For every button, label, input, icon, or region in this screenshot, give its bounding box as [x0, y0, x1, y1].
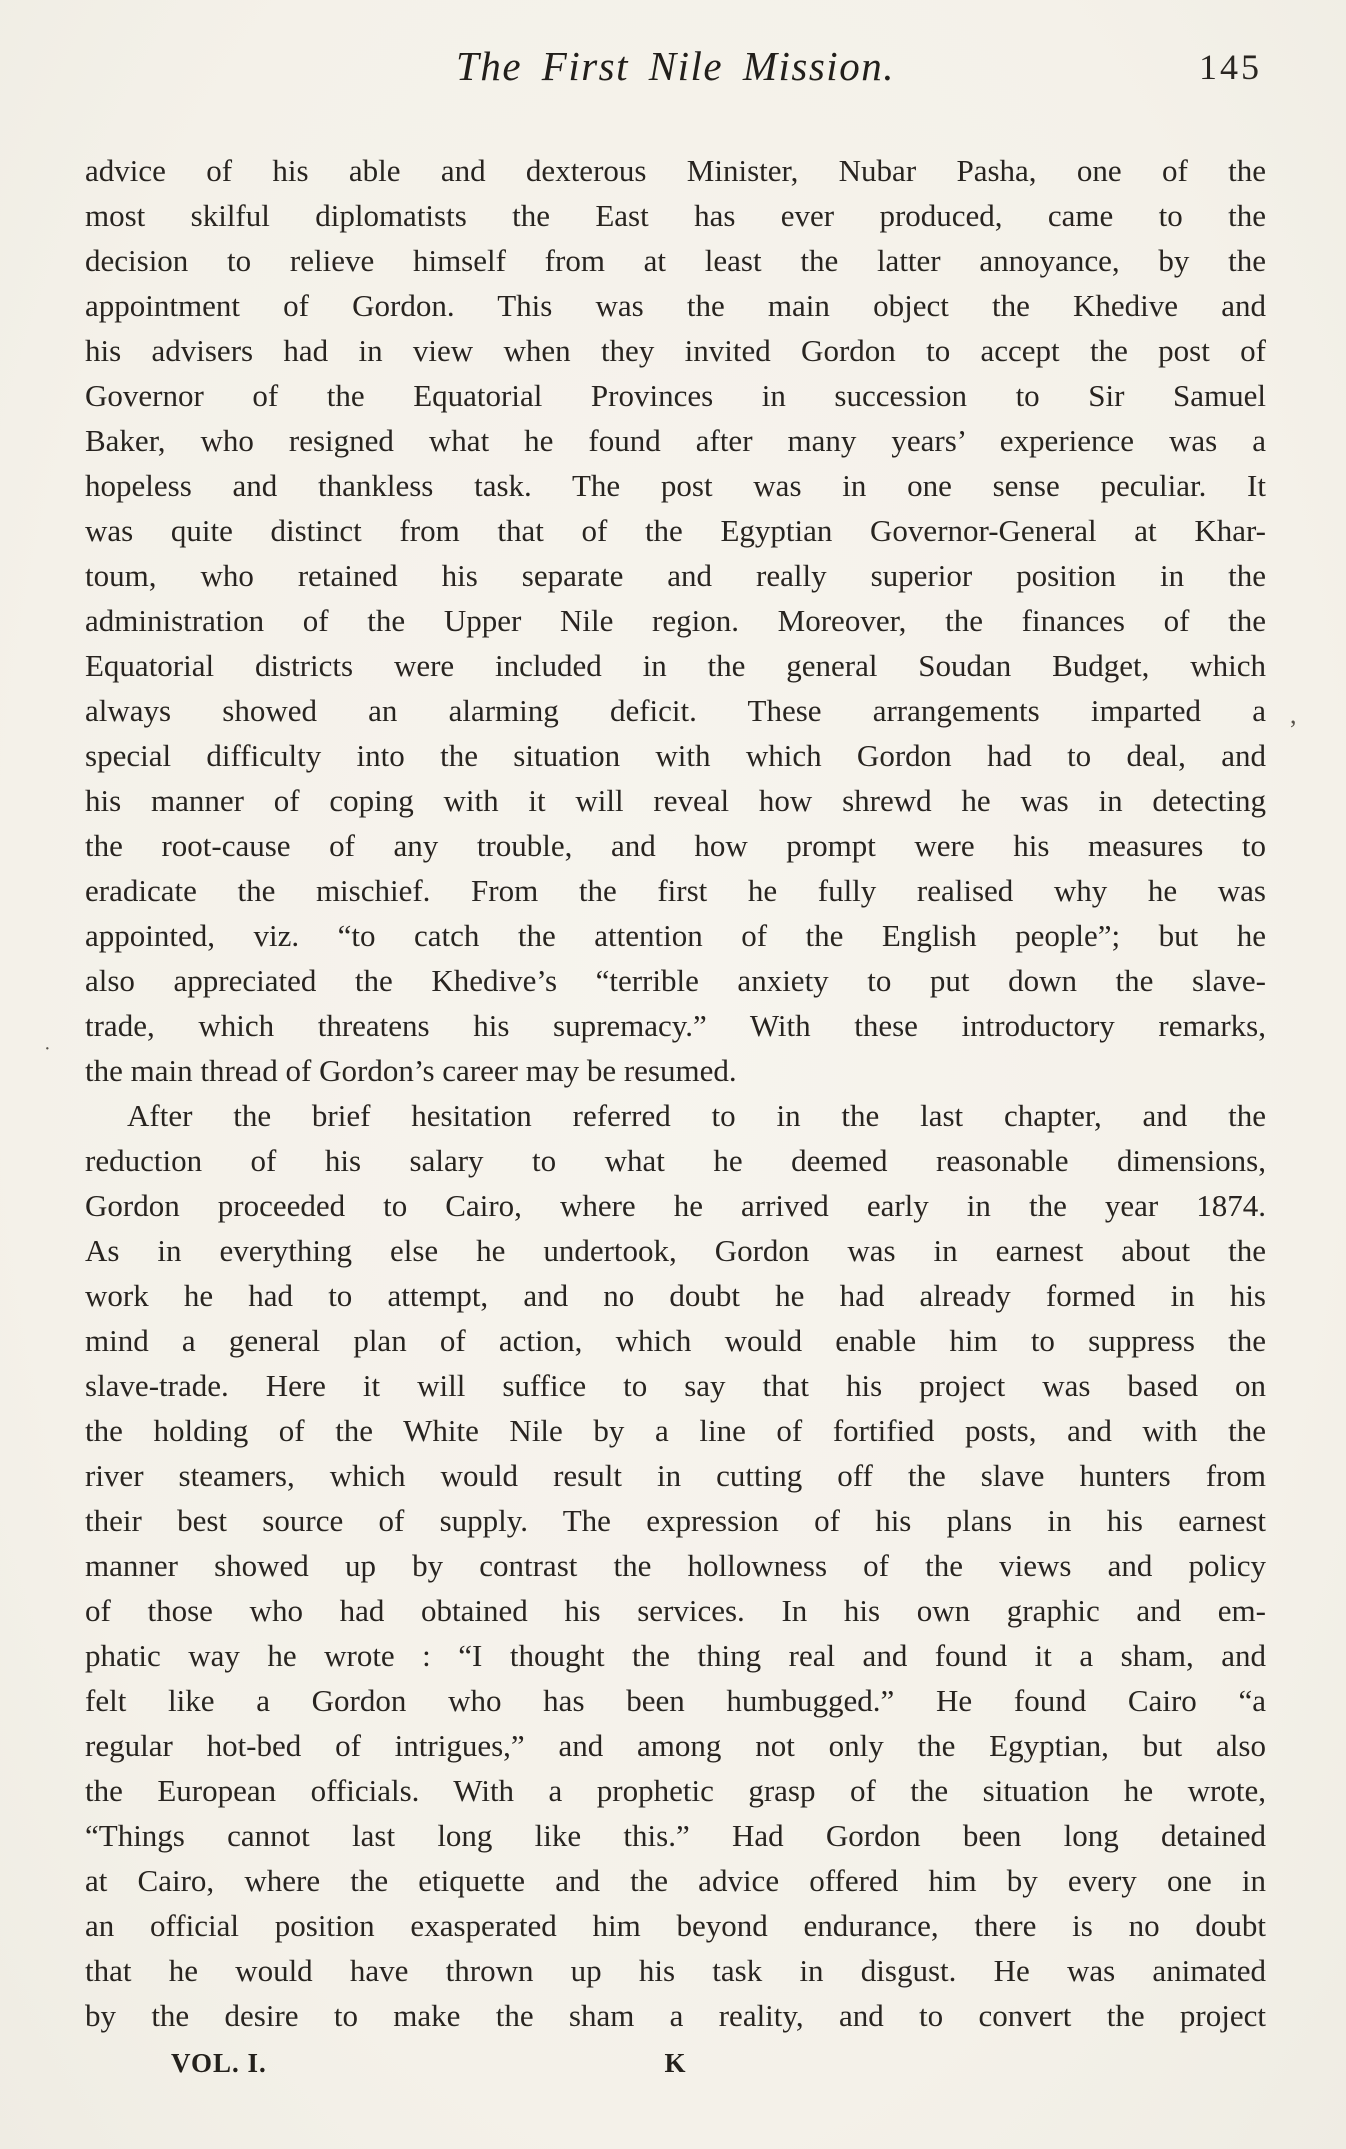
text-line: eradicate the mischief. From the first he fully realised why he was	[85, 873, 1266, 908]
page-number: 145	[1199, 47, 1262, 87]
text-line: that he would have thrown up his task in disgust. He was animated	[85, 1953, 1266, 1988]
signature-mark: K	[664, 2048, 687, 2078]
text-line: mind a general plan of action, which would enable him to suppress the	[85, 1323, 1266, 1358]
text-line: administration of the Upper Nile region. Moreover, the finances of the	[85, 603, 1266, 638]
text-line: also appreciated the Khedive’s “terrible anxiety to put down the slave-	[85, 963, 1266, 998]
text-line: by the desire to make the sham a reality, and to convert the project	[85, 1998, 1266, 2033]
page-header	[85, 42, 1266, 104]
text-line: appointment of Gordon. This was the main object the Khedive and	[85, 288, 1266, 323]
text-line: phatic way he wrote : “I thought the thing real and found it a sham, and	[85, 1638, 1266, 1673]
page-footer	[85, 2048, 1266, 2092]
text-line: was quite distinct from that of the Egyptian Governor-General at Khar-	[85, 513, 1266, 548]
text-line: work he had to attempt, and no doubt he had already formed in his	[85, 1278, 1266, 1313]
text-line: his manner of coping with it will reveal how shrewd he was in detecting	[85, 783, 1266, 818]
text-line: trade, which threatens his supremacy.” With these introductory remarks,	[85, 1008, 1266, 1043]
text-line: most skilful diplomatists the East has ever produced, came to the	[85, 198, 1266, 233]
paragraph	[85, 1093, 1266, 2038]
paragraph	[85, 148, 1266, 1093]
text-line: at Cairo, where the etiquette and the advice offered him by every one in	[85, 1863, 1266, 1898]
text-line: his advisers had in view when they invited Gordon to accept the post of	[85, 333, 1266, 368]
text-line: Governor of the Equatorial Provinces in succession to Sir Samuel	[85, 378, 1266, 413]
text-line: the root-cause of any trouble, and how prompt were his measures to	[85, 828, 1266, 863]
text-line: the European officials. With a prophetic grasp of the situation he wrote,	[85, 1773, 1266, 1808]
text-line: special difficulty into the situation with which Gordon had to deal, and	[85, 738, 1266, 773]
volume-label: VOL. I.	[171, 2048, 267, 2078]
text-line: Equatorial districts were included in the general Soudan Budget, which	[85, 648, 1266, 683]
text-line: regular hot-bed of intrigues,” and among not only the Egyptian, but also	[85, 1728, 1266, 1763]
text-line: the main thread of Gordon’s career may be resumed.	[85, 1053, 737, 1088]
text-line: the holding of the White Nile by a line of fortified posts, and with the	[85, 1413, 1266, 1448]
text-line: “Things cannot last long like this.” Had Gordon been long detained	[85, 1818, 1266, 1853]
text-line: appointed, viz. “to catch the attention of the English people”; but he	[85, 918, 1266, 953]
text-line: After the brief hesitation referred to in the last chapter, and the	[127, 1098, 1266, 1133]
scan-speck: ·	[44, 1038, 51, 1060]
text-line: reduction of his salary to what he deemed reasonable dimensions,	[85, 1143, 1266, 1178]
text-line: Gordon proceeded to Cairo, where he arrived early in the year 1874.	[85, 1188, 1266, 1223]
text-line: As in everything else he undertook, Gordon was in earnest about the	[85, 1233, 1266, 1268]
text-line: felt like a Gordon who has been humbugged.” He found Cairo “a	[85, 1683, 1266, 1718]
text-line: their best source of supply. The expression of his plans in his earnest	[85, 1503, 1266, 1538]
text-line: toum, who retained his separate and really superior position in the	[85, 558, 1266, 593]
text-block	[85, 148, 1266, 2038]
text-line: slave-trade. Here it will suffice to say that his project was based on	[85, 1368, 1266, 1403]
text-line: manner showed up by contrast the hollowness of the views and policy	[85, 1548, 1266, 1583]
text-line: decision to relieve himself from at least the latter annoyance, by the	[85, 243, 1266, 278]
text-line: Baker, who resigned what he found after many years’ experience was a	[85, 423, 1266, 458]
scan-speck: ,	[1290, 700, 1297, 729]
running-title: The First Nile Mission.	[456, 43, 895, 89]
text-line: hopeless and thankless task. The post was in one sense peculiar. It	[85, 468, 1266, 503]
text-line: river steamers, which would result in cutting off the slave hunters from	[85, 1458, 1266, 1493]
text-line: always showed an alarming deficit. These arrangements imparted a	[85, 693, 1266, 728]
text-line: advice of his able and dexterous Minister, Nubar Pasha, one of the	[85, 153, 1266, 188]
text-line: an official position exasperated him beyond endurance, there is no doubt	[85, 1908, 1266, 1943]
text-line: of those who had obtained his services. In his own graphic and em-	[85, 1593, 1266, 1628]
